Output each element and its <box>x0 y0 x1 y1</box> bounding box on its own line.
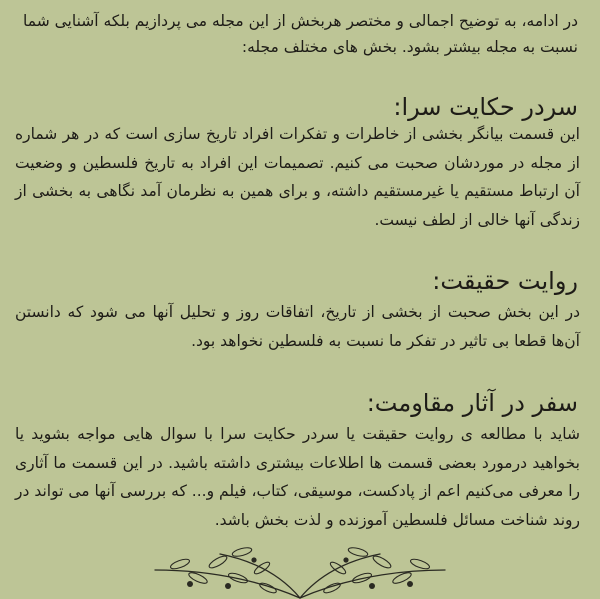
olive-branch-divider-icon <box>150 540 450 599</box>
section-body-sardar-hekayat-sara: این قسمت بیانگر بخشی از خاطرات و تفکرات افراد تاریخ سازی است که در هر شماره از مجله در موردشان صحبت می کنیم. تصمیمات این افراد به تاریخ فلسطین و وضعیت آن ارتباط مستقیم یا غیرمستقیم داشته، و برای همین به نظرمان آمد نگاهی به بخشی از زندگی آنها خالی از لطف نیست. <box>15 125 580 229</box>
section-heading-sardar-hekayat-sara: سردر حکایت سرا: <box>393 93 578 121</box>
section-body-safar-dar-asar-moghavemat: شاید با مطالعه ی روایت حقیقت یا سردر حکایت سرا با سوال هایی مواجه بشوید یا بخواهید درمورد بعضی قسمت ها اطلاعات بیشتری داشته باشید. در این قسمت ما آثاری را معرفی می‌کنیم اعم از پادکست، موسیقی، کتاب، فیلم و... که بررسی آنها می تواند در روند شناخت مسائل فلسطین آموزنده و لذت بخش باشد. <box>15 425 580 529</box>
intro-paragraph: در ادامه، به توضیح اجمالی و مختصر هربخش از این مجله می پردازیم بلکه آشنایی شما نسبت به مجله بیشتر بشود. بخش های مختلف مجله: <box>23 12 578 56</box>
section-heading-safar-dar-asar-moghavemat: سفر در آثار مقاومت: <box>366 389 578 417</box>
section-heading-revayat-haghighat: روایت حقیقت: <box>432 267 578 295</box>
section-body-revayat-haghighat: در این بخش صحبت از بخشی از تاریخ، اتفاقات روز و تحلیل آنها می شود که دانستن آن‌ها قطعا بی تاثیر در تفکر ما نسبت به فلسطین نخواهد بود. <box>15 303 580 350</box>
